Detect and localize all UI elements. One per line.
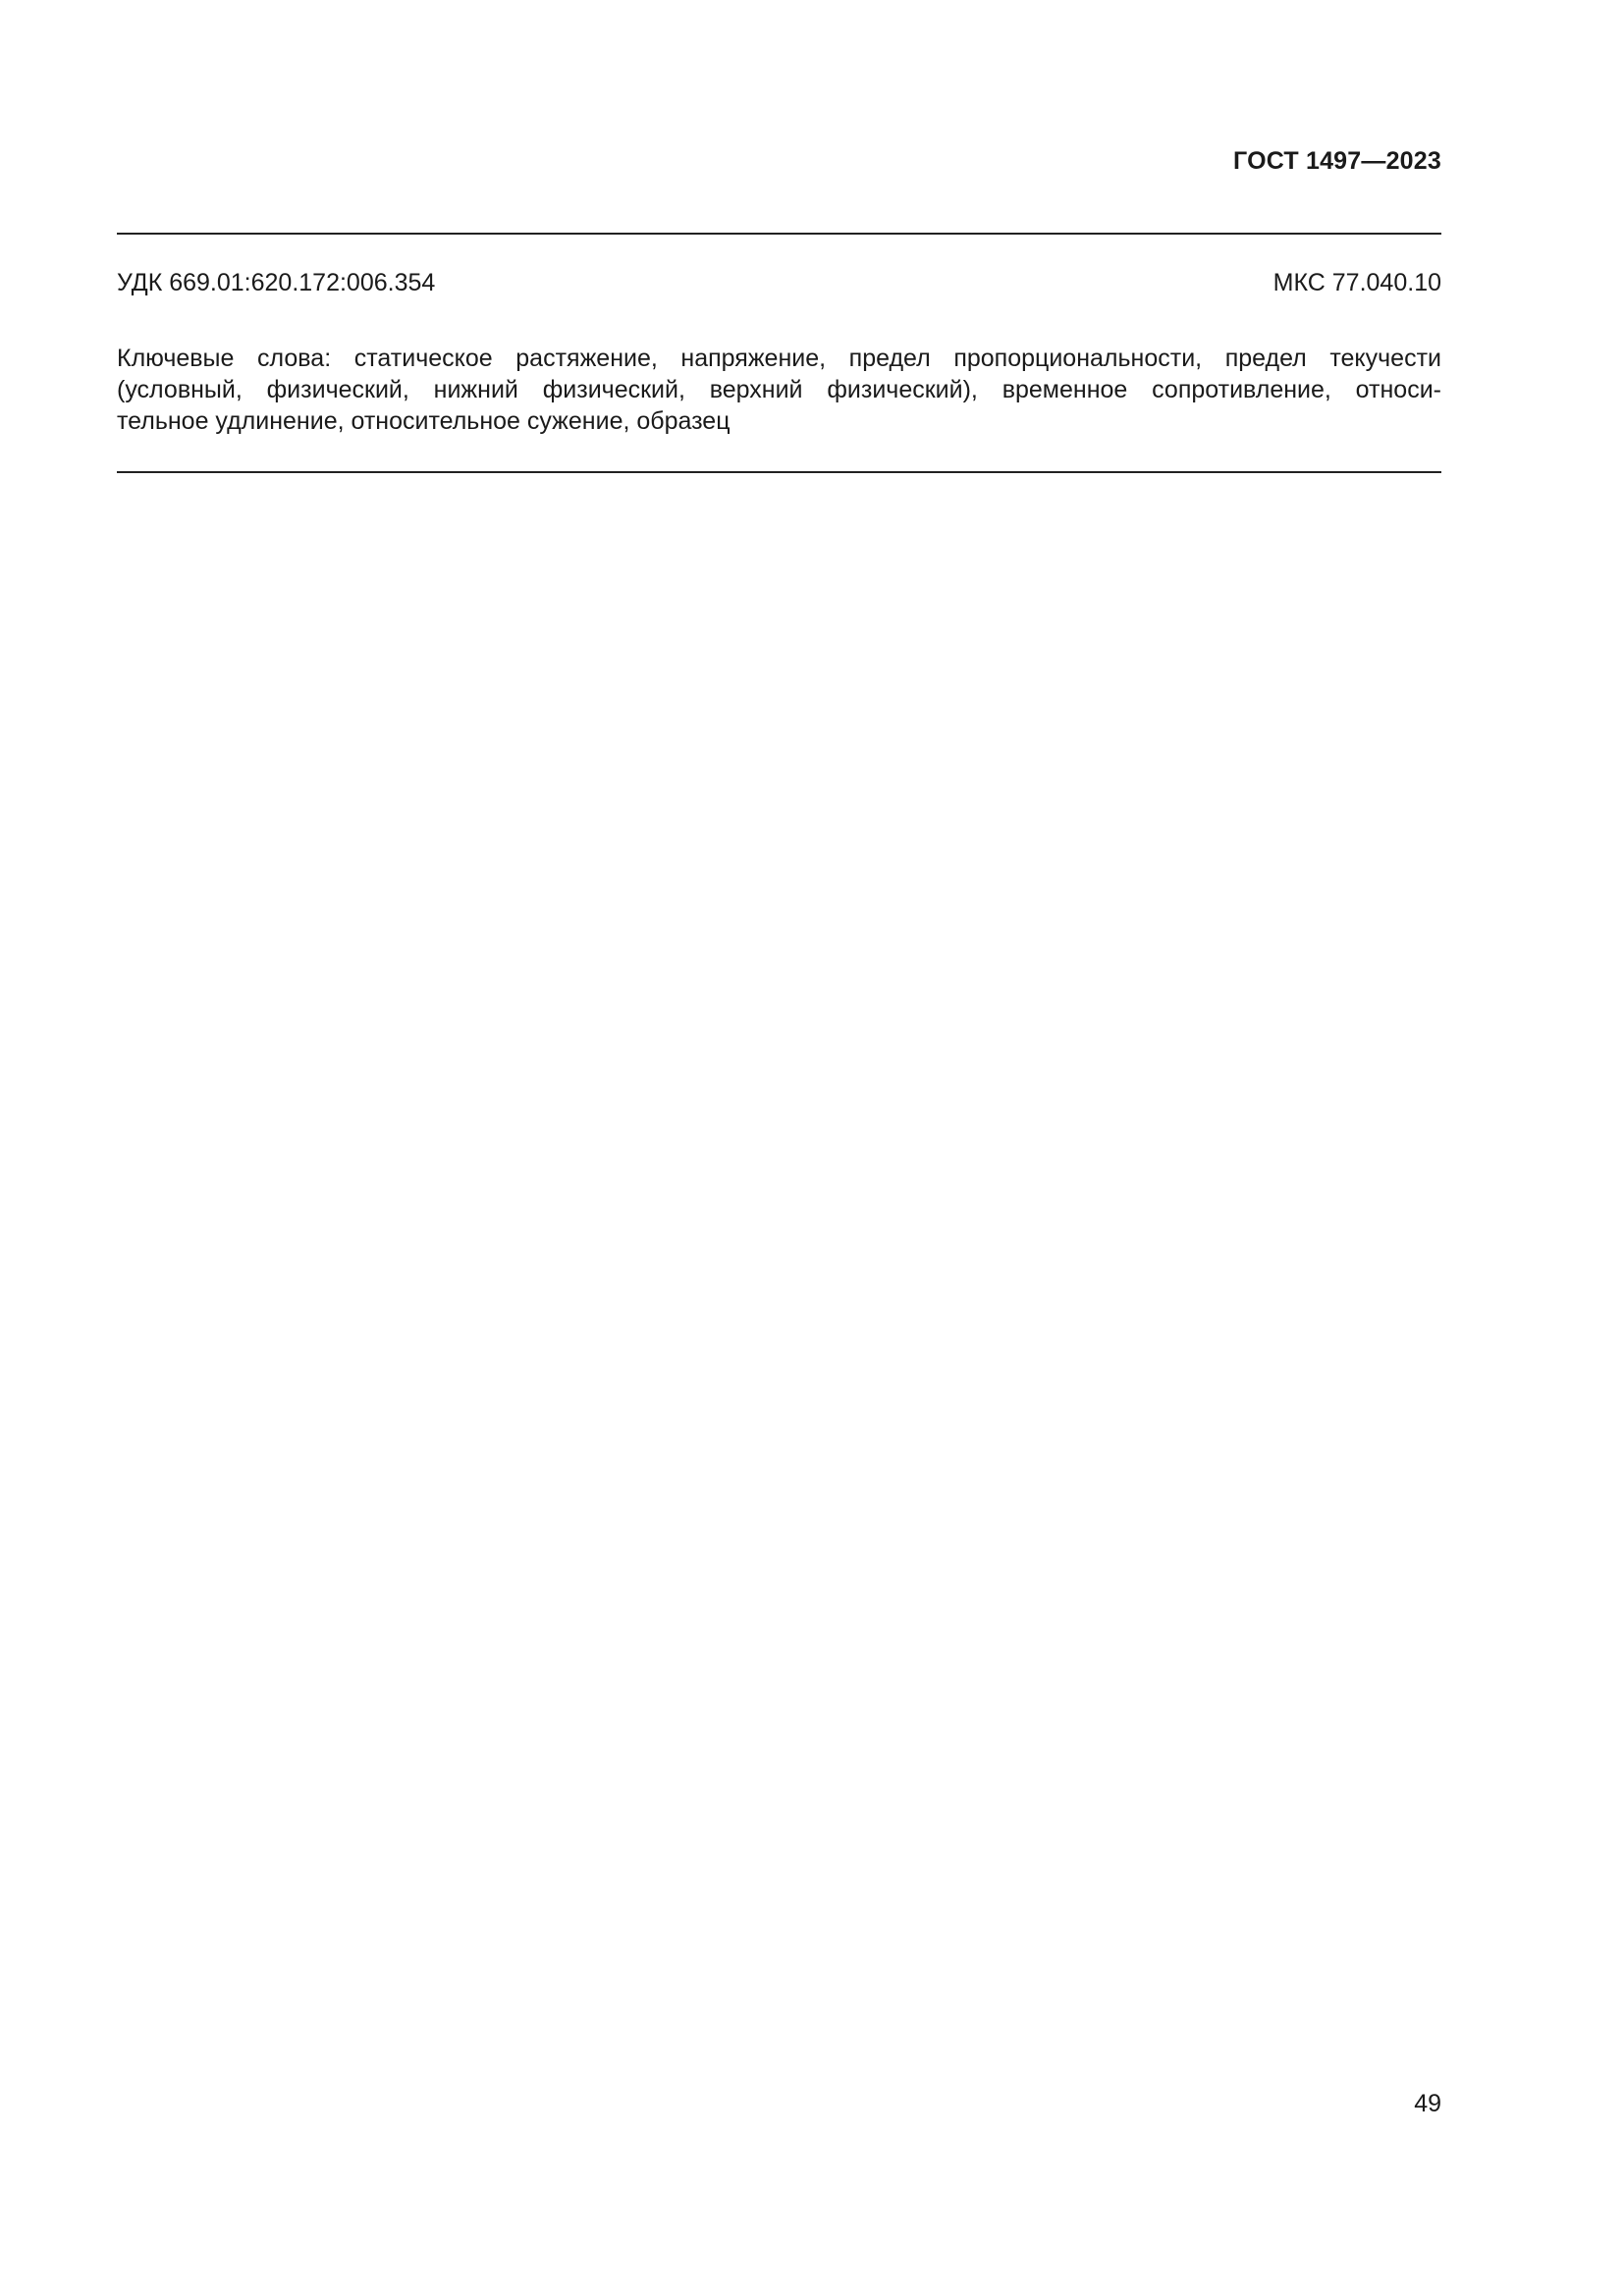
- keywords-line-3: тельное удлинение, относительное сужение, образец: [117, 407, 731, 435]
- standard-designation: ГОСТ 1497—2023: [1233, 147, 1441, 175]
- keywords-paragraph: [117, 343, 1441, 437]
- top-divider: [117, 233, 1441, 235]
- ics-code: МКС 77.040.10: [1272, 269, 1441, 296]
- page-number: 49: [1414, 2090, 1441, 2117]
- keywords-line-1: Ключевые слова: статическое растяжение, напряжение, предел пропорциональности, предел текучести: [117, 345, 1441, 372]
- keywords-line-2: (условный, физический, нижний физический, верхний физический), временное сопротивление, относи-: [117, 376, 1441, 403]
- bottom-divider: [117, 471, 1441, 473]
- udc-code: УДК 669.01:620.172:006.354: [117, 269, 436, 296]
